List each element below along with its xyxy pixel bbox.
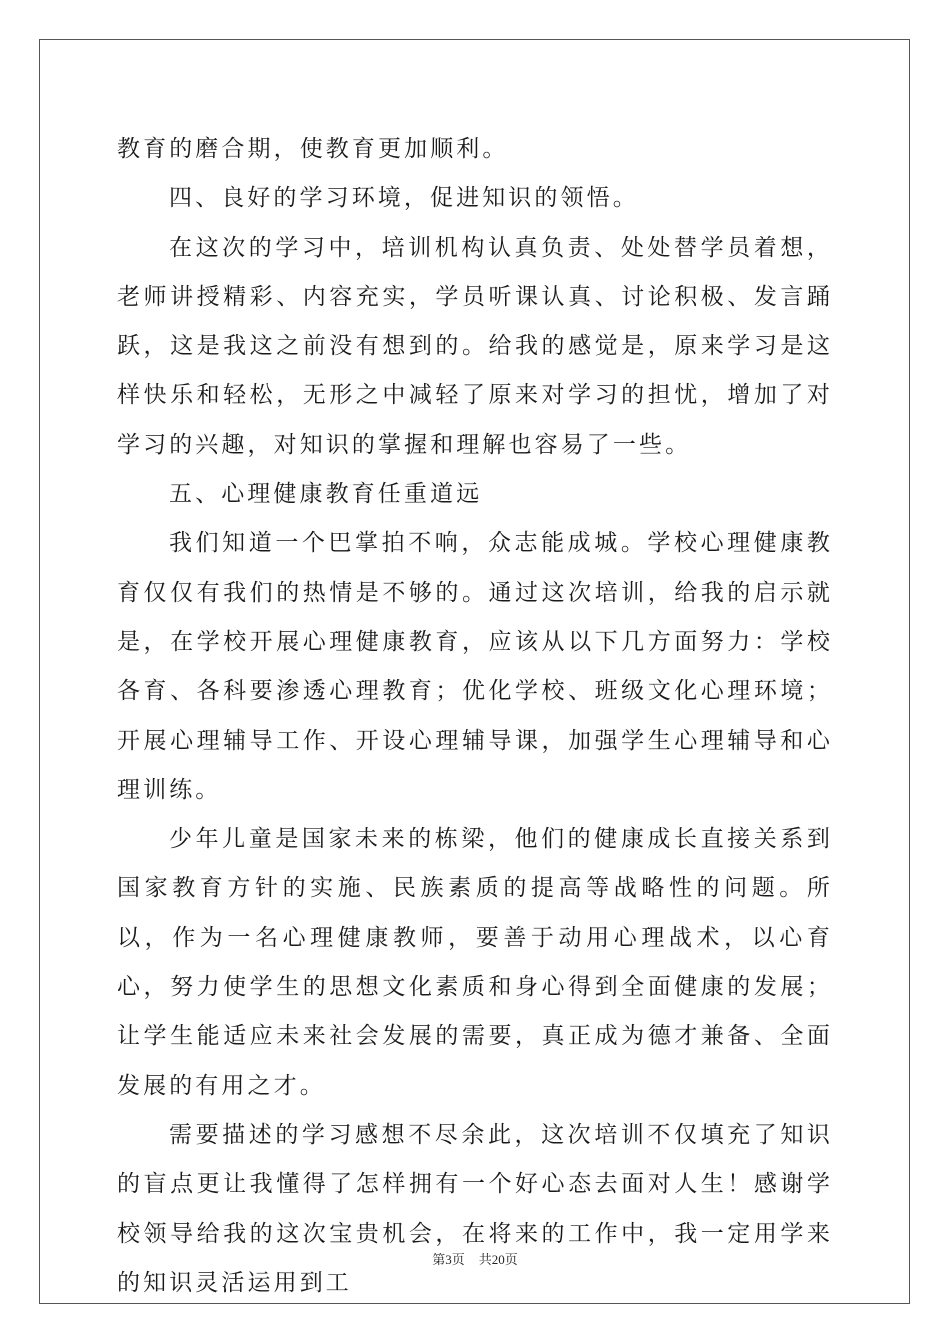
page-total: 共20页: [478, 1252, 518, 1267]
paragraph-6: 少年儿童是国家未来的栋梁，他们的健康成长直接关系到国家教育方针的实施、民族素质的提高等战略性的问题。所以，作为一名心理健康教师，要善于动用心理战术，以心育心，努力使学生的思想文化素质和身心得到全面健康的发展；让学生能适应未来社会发展的需要，真正成为德才兼备、全面发展的有用之才。: [117, 826, 833, 1099]
heading-section-5: 五、心理健康教育任重道远: [169, 481, 483, 508]
paragraph-5: 我们知道一个巴掌拍不响，众志能成城。学校心理健康教育仅仅有我们的热情是不够的。通过这次培训，给我的启示就是，在学校开展心理健康教育，应该从以下几方面努力：学校各育、各科要渗透心理教育；优化学校、班级文化心理环境；开展心理辅导工作、开设心理辅导课，加强学生心理辅导和心理训练。: [117, 530, 833, 803]
document-body: [117, 125, 833, 1308]
page-number: 第3页: [432, 1252, 465, 1267]
heading-section-4: 四、良好的学习环境，促进知识的领悟。: [169, 185, 639, 212]
paragraph-7: 需要描述的学习感想不尽余此，这次培训不仅填充了知识的盲点更让我懂得了怎样拥有一个好心态去面对人生！感谢学校领导给我的这次宝贵机会，在将来的工作中，我一定用学来的知识灵活运用到工: [117, 1121, 833, 1296]
paragraph-3: 在这次的学习中，培训机构认真负责、处处替学员着想，老师讲授精彩、内容充实，学员听课认真、讨论积极、发言踊跃，这是我这之前没有想到的。给我的感觉是，原来学习是这样快乐和轻松，无形之中减轻了原来对学习的担忧，增加了对学习的兴趣，对知识的掌握和理解也容易了一些。: [117, 234, 833, 458]
paragraph-1: 教育的磨合期，使教育更加顺利。: [117, 136, 509, 162]
page-footer: [0, 1249, 950, 1268]
